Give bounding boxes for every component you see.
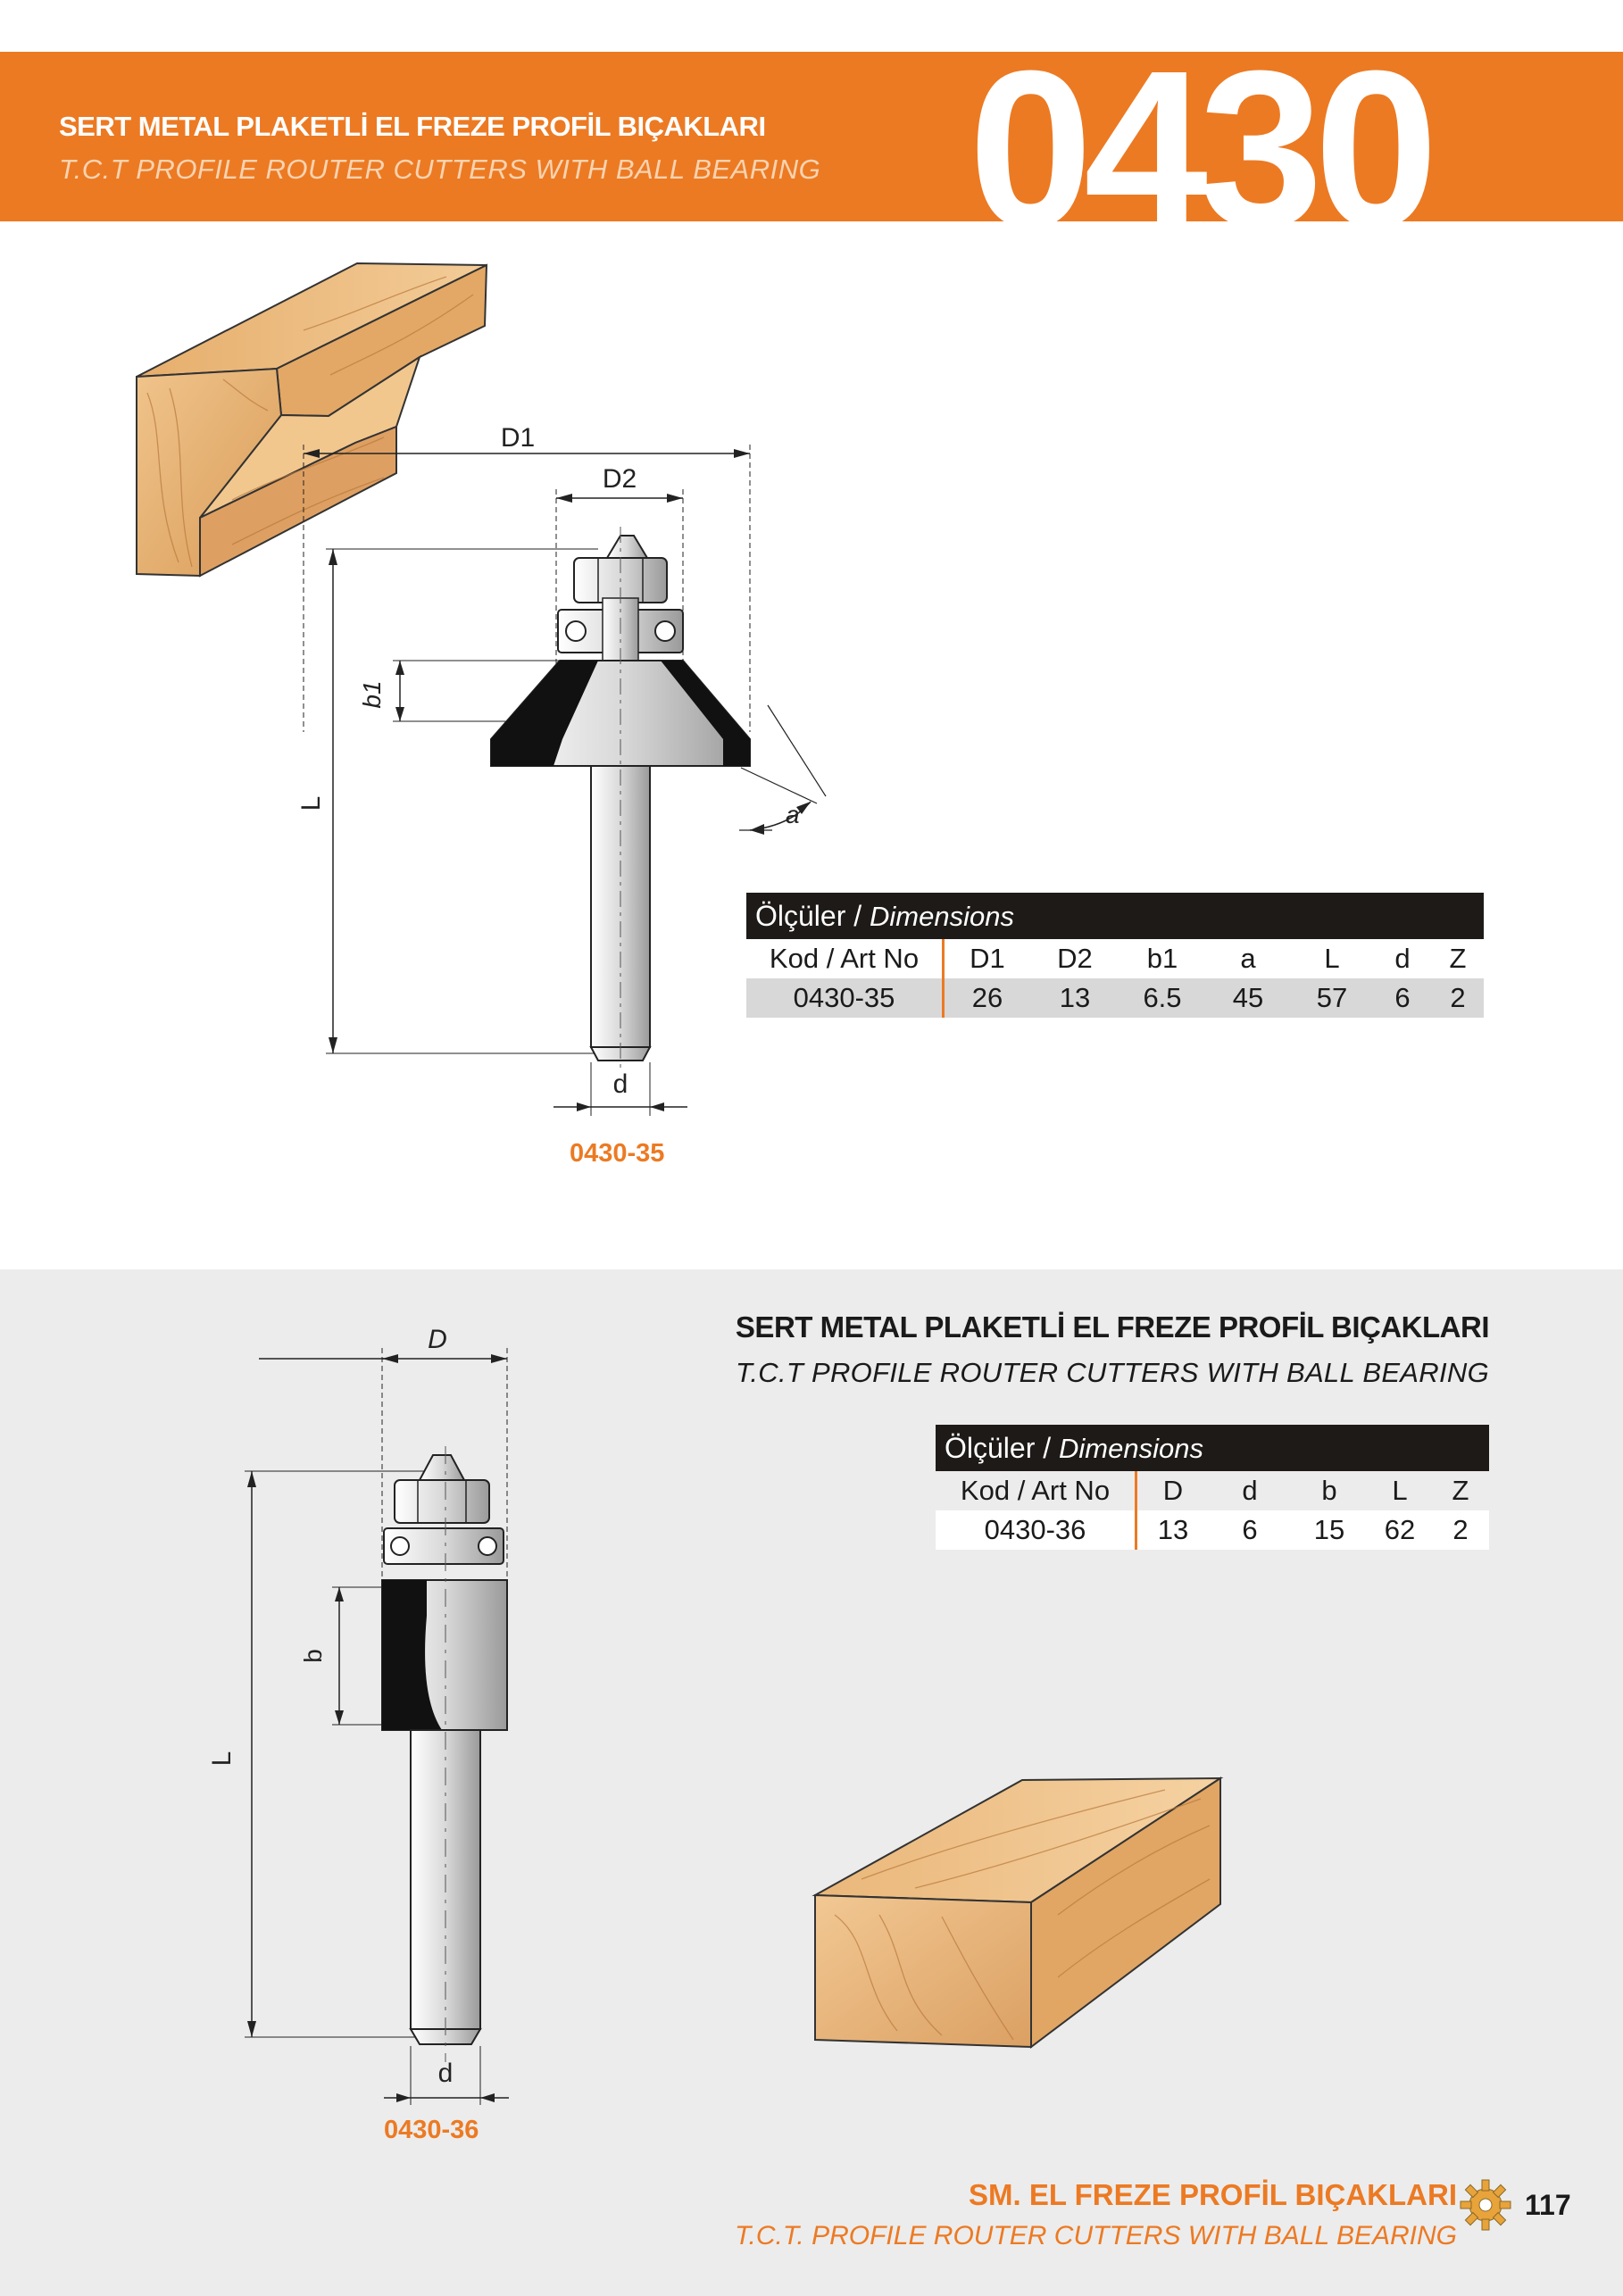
table-cell: 57 (1316, 982, 1348, 1013)
table-header (746, 893, 1484, 939)
section2-title-tr: SERT METAL PLAKETLİ EL FREZE PROFİL BIÇAKLARI (735, 1310, 1489, 1343)
part-label-0430-36: 0430-36 (384, 2116, 479, 2144)
dim-label-d-top: D (428, 1325, 447, 1354)
cutter-diagram-0430-36 (207, 1321, 553, 2107)
col-header: Kod / Art No (936, 1471, 1137, 1510)
dim-label-d1: D1 (500, 423, 536, 453)
table-title-en: Dimensions (870, 901, 1014, 932)
dim-label-d: d (437, 2059, 454, 2088)
col-header: Z (1449, 943, 1467, 974)
table-cell: 2 (1450, 982, 1466, 1013)
dim-label-d: d (612, 1069, 628, 1099)
dim-label-a: a (786, 801, 800, 828)
table-cell: 26 (971, 982, 1003, 1013)
table-cell: 13 (1059, 982, 1091, 1013)
table-row (746, 978, 1484, 1018)
table-header (936, 1425, 1489, 1471)
part-label-0430-35: 0430-35 (570, 1139, 665, 1168)
table-title-tr: Ölçüler (945, 1432, 1036, 1464)
col-header: D2 (1057, 943, 1093, 974)
col-header: L (1392, 1475, 1408, 1506)
table-column-headers (746, 939, 1484, 978)
col-header: b (1321, 1475, 1337, 1506)
table-cell: 6 (1242, 1514, 1258, 1545)
dim-label-b1: b1 (358, 680, 386, 709)
header-title-en: T.C.T PROFILE ROUTER CUTTERS WITH BALL BEARING (59, 154, 821, 185)
table-cell: 0430-35 (746, 978, 945, 1018)
table-title-sep: / (1035, 1432, 1060, 1464)
table-cell: 45 (1232, 982, 1264, 1013)
dim-label-l: L (296, 795, 326, 811)
col-header: d (1242, 1475, 1258, 1506)
table-cell: 6 (1394, 982, 1411, 1013)
section2-title-en: T.C.T PROFILE ROUTER CUTTERS WITH BALL BEARING (735, 1357, 1489, 1388)
header-product-code: 0430 (969, 24, 1430, 273)
dimensions-table-0430-35 (746, 893, 1484, 1018)
table-title-en: Dimensions (1059, 1433, 1203, 1464)
table-cell: 6.5 (1143, 982, 1182, 1013)
dim-label-d2: D2 (602, 464, 637, 494)
dim-label-b: b (299, 1649, 327, 1663)
table-cell: 15 (1313, 1514, 1345, 1545)
header-title-tr: SERT METAL PLAKETLİ EL FREZE PROFİL BIÇAKLARI (59, 111, 766, 142)
table-cell: 62 (1384, 1514, 1416, 1545)
table-title-sep: / (845, 900, 870, 932)
col-header: D1 (970, 943, 1005, 974)
table-cell: 0430-36 (936, 1510, 1137, 1550)
col-header: D (1162, 1475, 1184, 1506)
gear-icon (1457, 2176, 1514, 2234)
dimensions-table-0430-36 (936, 1425, 1489, 1550)
table-row (936, 1510, 1489, 1550)
col-header: Kod / Art No (746, 939, 945, 978)
col-header: L (1324, 943, 1340, 974)
table-cell: 13 (1157, 1514, 1189, 1545)
table-cell: 2 (1452, 1514, 1469, 1545)
page-number: 117 (1525, 2189, 1571, 2221)
col-header: d (1394, 943, 1411, 974)
dim-label-l: L (207, 1751, 237, 1767)
table-column-headers (936, 1471, 1489, 1510)
footer-title-en: T.C.T. PROFILE ROUTER CUTTERS WITH BALL BEARING (734, 2221, 1457, 2250)
footer-title-tr: SM. EL FREZE PROFİL BIÇAKLARI (969, 2178, 1457, 2211)
col-header: Z (1452, 1475, 1469, 1506)
col-header: a (1240, 943, 1256, 974)
table-title-tr: Ölçüler (755, 900, 846, 932)
col-header: b1 (1146, 943, 1178, 974)
wood-block-illustration-2 (808, 1772, 1236, 2049)
